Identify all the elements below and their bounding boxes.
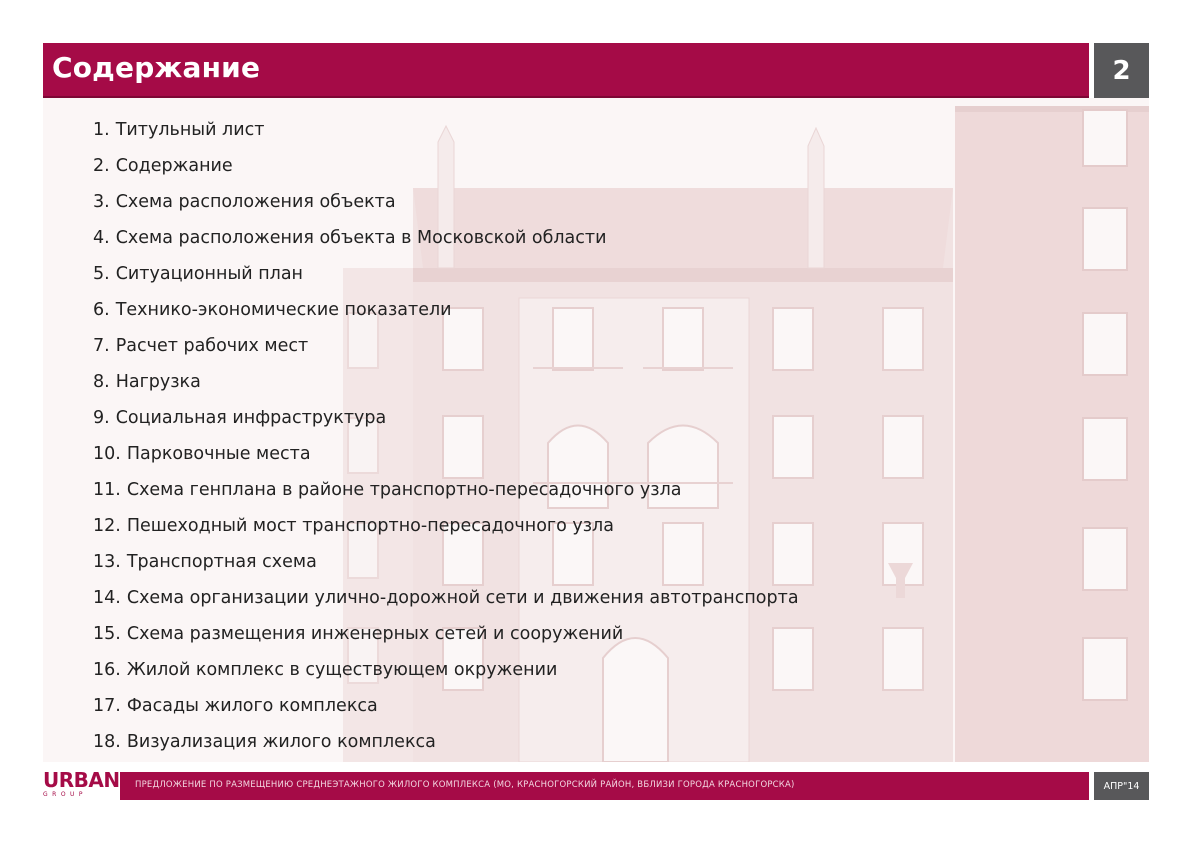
toc-item-number: 13. bbox=[93, 552, 121, 572]
toc-item-text: Парковочные места bbox=[126, 444, 311, 464]
toc-item bbox=[93, 116, 799, 152]
toc-item-text: Транспортная схема bbox=[126, 552, 317, 572]
toc-item bbox=[93, 332, 799, 368]
toc-item-number: 11. bbox=[93, 480, 121, 500]
toc-item bbox=[93, 404, 799, 440]
footer-description: ПРЕДЛОЖЕНИЕ ПО РАЗМЕЩЕНИЮ СРЕДНЕЭТАЖНОГО ЖИЛОГО КОМПЛЕКСА (МО, КРАСНОГОРСКИЙ РАЙОН, ВБЛИЗИ ГОРОДА КРАСНОГОРСКА) bbox=[135, 780, 795, 790]
toc-item bbox=[93, 728, 799, 764]
toc-item bbox=[93, 584, 799, 620]
toc-item bbox=[93, 188, 799, 224]
toc-item-number: 5. bbox=[93, 264, 110, 284]
toc-item-number: 2. bbox=[93, 156, 110, 176]
toc-item-number: 14. bbox=[93, 588, 121, 608]
toc-item-number: 12. bbox=[93, 516, 121, 536]
toc-item-text: Социальная инфраструктура bbox=[115, 408, 387, 428]
toc-item bbox=[93, 692, 799, 728]
toc-item bbox=[93, 548, 799, 584]
toc-item-number: 8. bbox=[93, 372, 110, 392]
toc-item-text: Фасады жилого комплекса bbox=[126, 696, 378, 716]
toc-item-text: Схема расположения объекта bbox=[115, 192, 396, 212]
toc-item-number: 3. bbox=[93, 192, 110, 212]
toc-item-text: Схема размещения инженерных сетей и сооружений bbox=[126, 624, 624, 644]
toc-item-number: 1. bbox=[93, 120, 110, 140]
toc-item bbox=[93, 260, 799, 296]
toc-item bbox=[93, 512, 799, 548]
toc-item-text: Содержание bbox=[115, 156, 233, 176]
page-number: 2 bbox=[1094, 43, 1149, 98]
urban-group-logo bbox=[43, 768, 120, 802]
table-of-contents bbox=[93, 116, 799, 764]
footer-bar bbox=[120, 772, 1089, 800]
toc-item bbox=[93, 656, 799, 692]
toc-item-text: Жилой комплекс в существующем окружении bbox=[126, 660, 558, 680]
toc-item-number: 18. bbox=[93, 732, 121, 752]
toc-item bbox=[93, 620, 799, 656]
toc-item-text: Титульный лист bbox=[115, 120, 265, 140]
toc-item-text: Нагрузка bbox=[115, 372, 201, 392]
toc-item-number: 6. bbox=[93, 300, 110, 320]
header-bar bbox=[43, 43, 1089, 98]
toc-item-number: 17. bbox=[93, 696, 121, 716]
footer-code: АПР"14 bbox=[1094, 772, 1149, 800]
toc-item bbox=[93, 296, 799, 332]
toc-item-number: 4. bbox=[93, 228, 110, 248]
page-title: Содержание bbox=[52, 51, 261, 84]
logo-sub-text: GROUP bbox=[43, 791, 88, 798]
toc-item-text: Схема организации улично-дорожной сети и движения автотранспорта bbox=[126, 588, 799, 608]
toc-item bbox=[93, 440, 799, 476]
toc-item-text: Пешеходный мост транспортно-пересадочного узла bbox=[126, 516, 614, 536]
toc-item-text: Визуализация жилого комплекса bbox=[126, 732, 436, 752]
toc-item bbox=[93, 152, 799, 188]
toc-item bbox=[93, 368, 799, 404]
toc-item-number: 10. bbox=[93, 444, 121, 464]
toc-item-text: Расчет рабочих мест bbox=[115, 336, 309, 356]
toc-item bbox=[93, 224, 799, 260]
toc-item-text: Схема генплана в районе транспортно-пересадочного узла bbox=[126, 480, 682, 500]
toc-item-text: Схема расположения объекта в Московской области bbox=[115, 228, 607, 248]
toc-item bbox=[93, 476, 799, 512]
logo-main-text: URBAN bbox=[43, 768, 120, 792]
toc-item-text: Ситуационный план bbox=[115, 264, 303, 284]
toc-item-number: 16. bbox=[93, 660, 121, 680]
toc-item-number: 15. bbox=[93, 624, 121, 644]
toc-item-number: 9. bbox=[93, 408, 110, 428]
toc-item-number: 7. bbox=[93, 336, 110, 356]
toc-item-text: Технико-экономические показатели bbox=[115, 300, 452, 320]
